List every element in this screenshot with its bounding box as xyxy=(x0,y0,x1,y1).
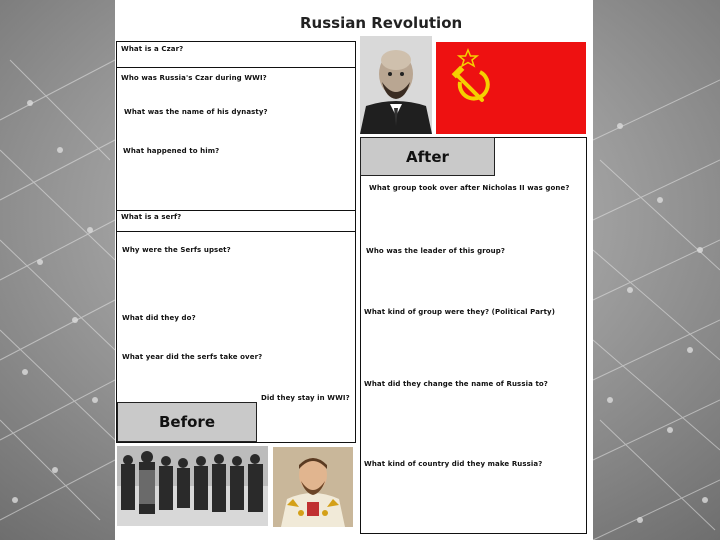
question-czar-wwi: Who was Russia's Czar during WWI? xyxy=(121,74,267,82)
question-political-party: What kind of group were they? (Political Party) xyxy=(364,308,555,316)
question-serfs-year: What year did the serfs take over? xyxy=(122,353,263,361)
question-serfs-do: What did they do? xyxy=(122,314,196,322)
page-title: Russian Revolution xyxy=(300,14,463,32)
question-happened: What happened to him? xyxy=(123,147,220,155)
question-czar: What is a Czar? xyxy=(121,45,184,53)
question-dynasty: What was the name of his dynasty? xyxy=(124,108,268,116)
after-label: After xyxy=(360,137,495,176)
question-serf: What is a serf? xyxy=(121,213,182,221)
question-serfs-upset: Why were the Serfs upset? xyxy=(122,246,231,254)
soviet-flag xyxy=(436,42,586,134)
czar-portrait xyxy=(273,447,353,527)
question-new-name: What did they change the name of Russia to? xyxy=(364,380,548,388)
before-label: Before xyxy=(117,402,257,442)
question-stay-wwi: Did they stay in WWI? xyxy=(261,394,350,402)
question-country-type: What kind of country did they make Russia? xyxy=(364,460,543,468)
lenin-portrait xyxy=(360,36,432,134)
after-box xyxy=(360,137,587,534)
czar-details-box xyxy=(116,67,356,212)
question-group-leader: Who was the leader of this group? xyxy=(366,247,506,255)
royal-family-photo xyxy=(117,446,268,526)
question-group-took-over: What group took over after Nicholas II was gone? xyxy=(369,184,570,192)
